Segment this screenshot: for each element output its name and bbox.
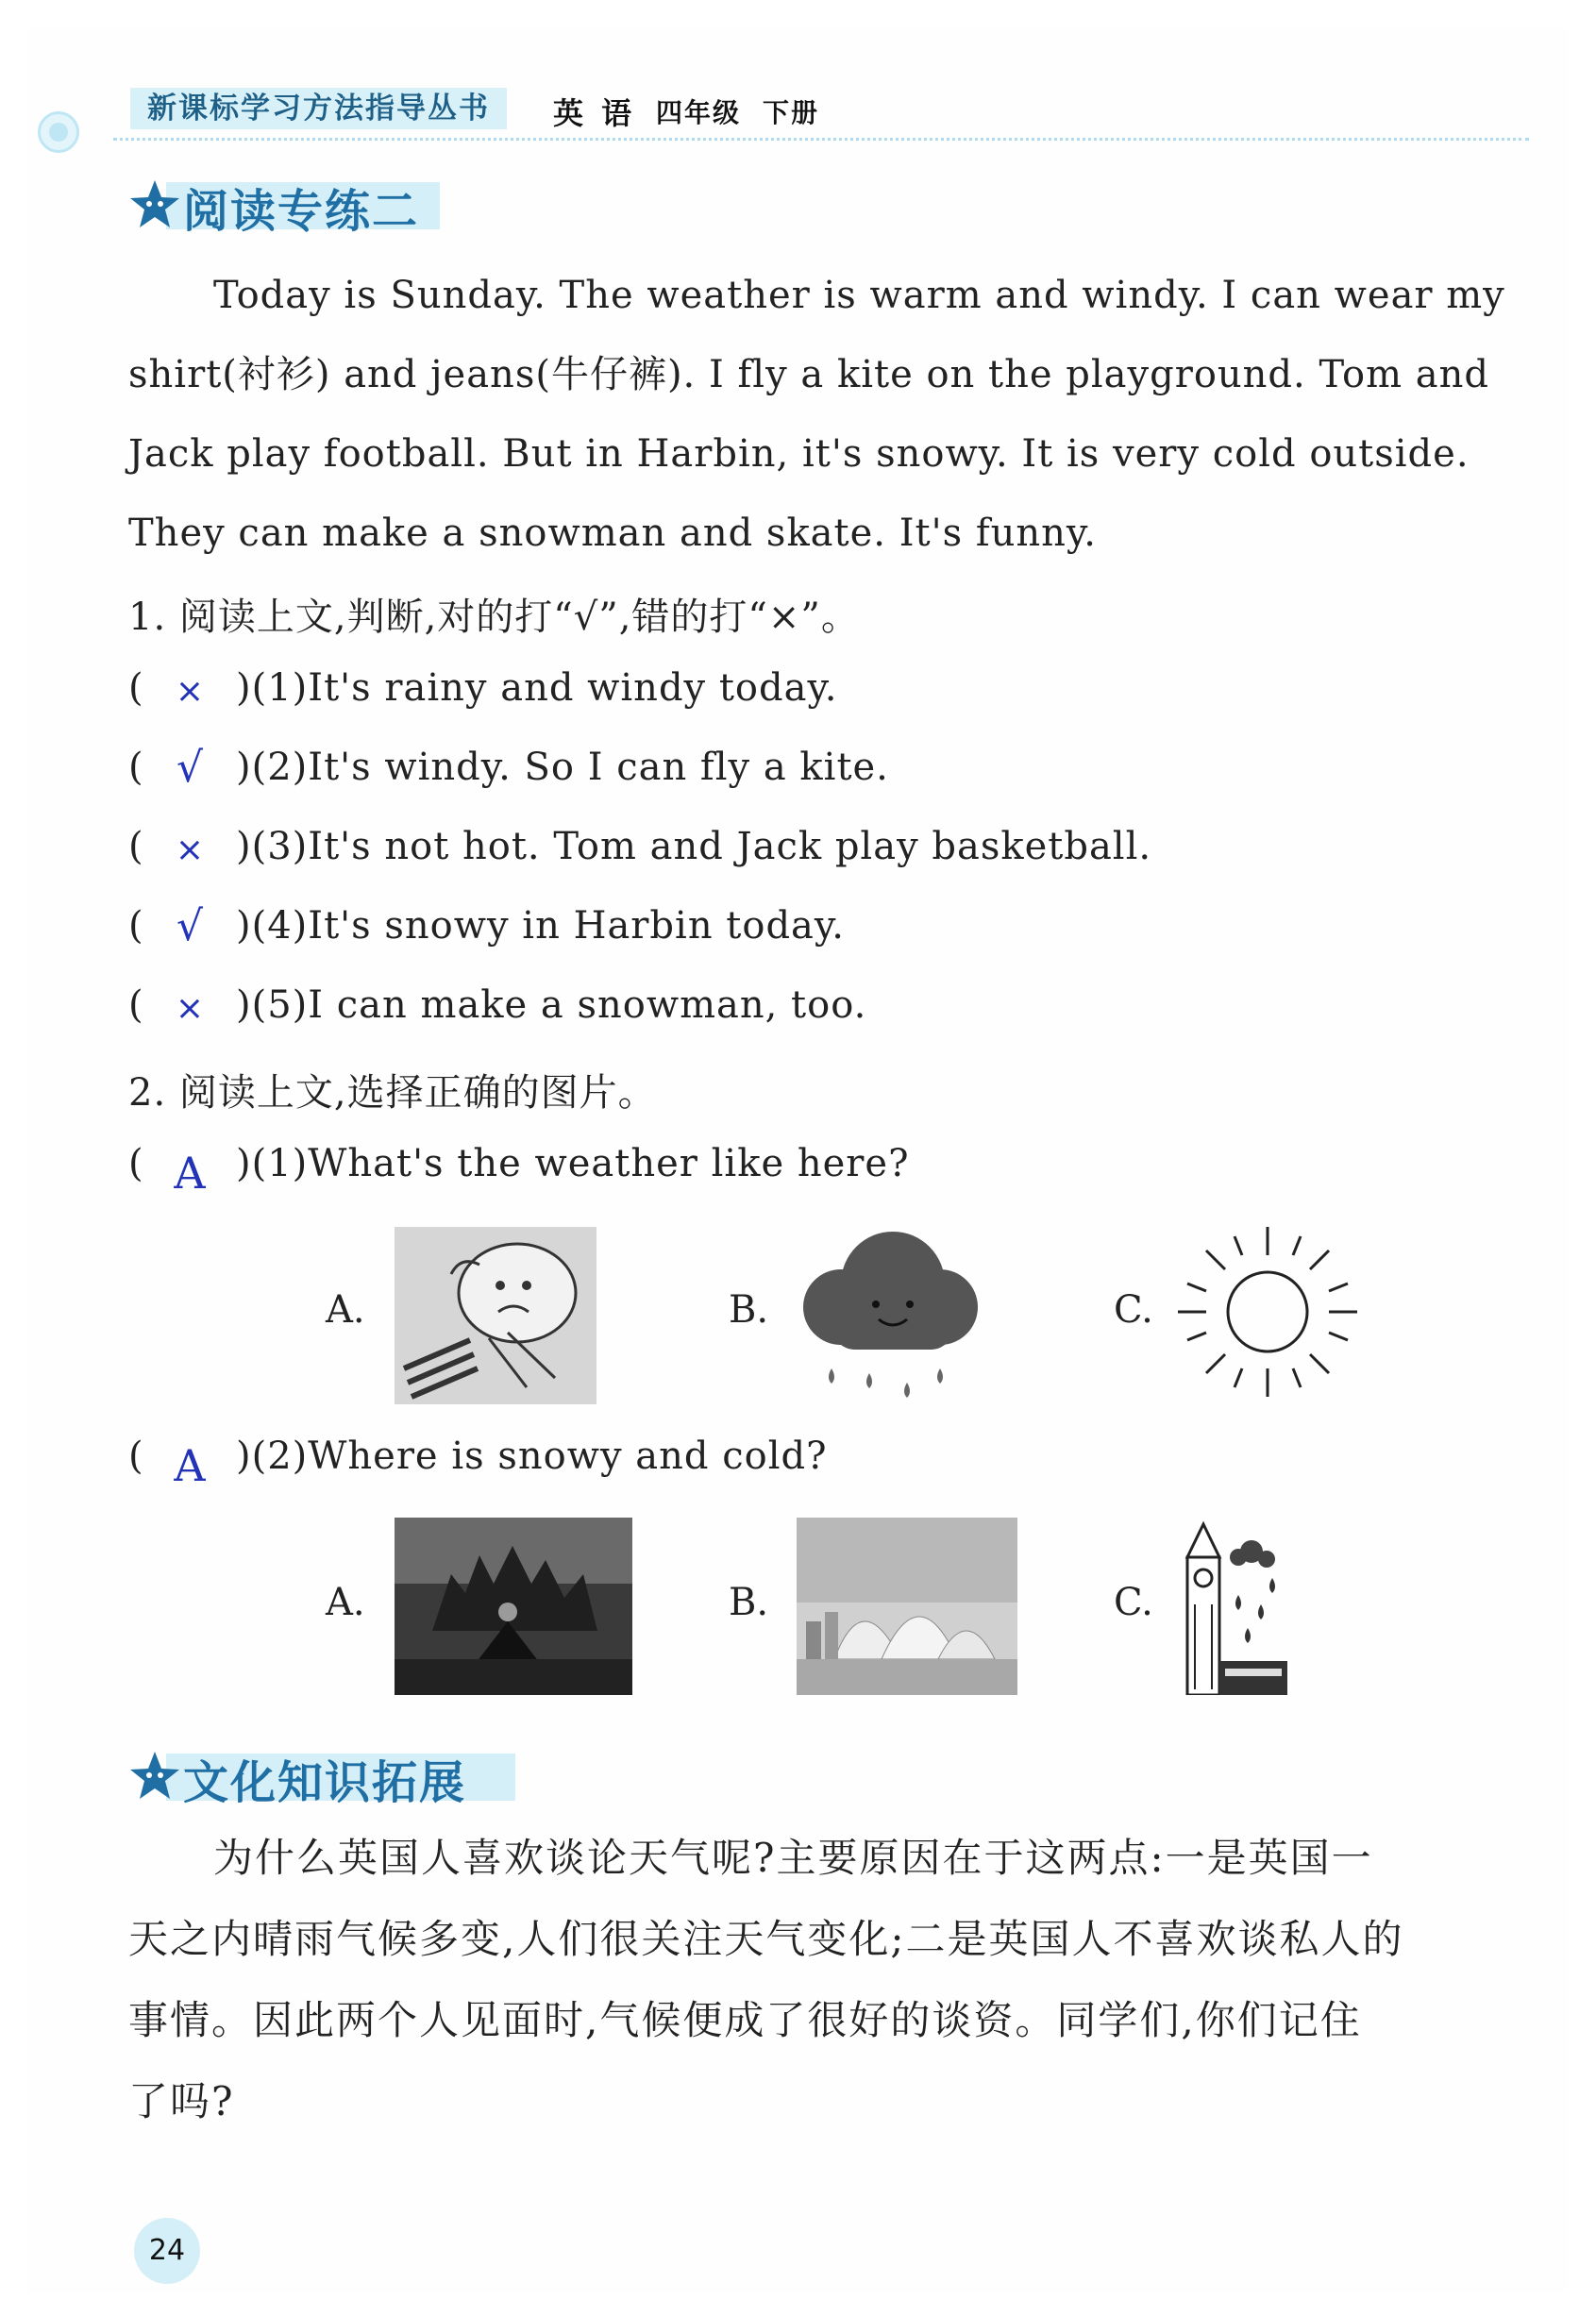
question-text: )(2)Where is snowy and cold? bbox=[236, 1435, 828, 1478]
judge-statement: )(1)It's rainy and windy today. bbox=[236, 666, 838, 710]
wind-cartoon-image bbox=[395, 1227, 596, 1404]
judge-statement: )(2)It's windy. So I can fly a kite. bbox=[236, 746, 889, 789]
header-circle-icon bbox=[38, 111, 79, 153]
opera-house-image bbox=[797, 1518, 1017, 1695]
page: 新课标学习方法指导丛书 英 语 四年级 下册 阅读专练二 Today is Sunday. The weather is warm and windy. I can wear my shirt(衬衫) and jeans(牛仔裤). I fly a kite on the playground. Tom and Jack play football. But in Harbin, it's snowy. It is very cold outside. They can make a snowman and skate. It's funny. 1. 阅读上文,判断,对的打“√”,错的打“×”。 ( × )(1)It's rainy and windy today. ( √ )(2)It's windy. So I can fly a kite. ( × )(3)It's not hot. Tom and Jack play basketball. ( √ )(4)It's snowy in Harbin today. ( × )(5)I can make a snowman, too. 2. 阅读上文,选择正确的图片。 ( A )(1)What's the weather like here? A. B. C. ( A )(2)Where is snowy and cold? A. B. C. 文化知识拓展 为什么英国人喜欢谈论天气呢?主要原因在于这两点:一是英国一 天之内晴雨气候多变,人们很关注天气变化;二是英国人不喜欢谈私人的 事情。因此两个人见面时,气候便成了很好的谈资。同学们,你们记住 了吗? 24 bbox=[0, 0, 1596, 2316]
passage-line-2: shirt(衬衫) and jeans(牛仔裤). I fly a kite on the playground. Tom and bbox=[128, 353, 1489, 396]
header-dotted-rule bbox=[113, 138, 1529, 141]
rain-cloud-image bbox=[789, 1217, 987, 1406]
section-heading-reading bbox=[128, 175, 440, 238]
header-grade: 四年级 bbox=[656, 97, 742, 128]
header-subject: 英 语 bbox=[553, 95, 636, 131]
task2-instruction: 2. 阅读上文,选择正确的图片。 bbox=[128, 1071, 657, 1115]
task1-instruction: 1. 阅读上文,判断,对的打“√”,错的打“×”。 bbox=[128, 596, 860, 639]
answer-mark: × bbox=[175, 672, 205, 711]
judge-statement: )(5)I can make a snowman, too. bbox=[236, 983, 867, 1027]
answer-mark: √ bbox=[176, 744, 204, 792]
star-icon bbox=[128, 1750, 181, 1801]
snowy-city-image bbox=[395, 1518, 632, 1695]
question-text: )(1)What's the weather like here? bbox=[236, 1142, 910, 1185]
section-title: 阅读专练二 bbox=[183, 185, 420, 238]
answer-mark: √ bbox=[176, 902, 204, 950]
option-label-b: B. bbox=[729, 1581, 769, 1624]
option-label-c: C. bbox=[1114, 1288, 1153, 1332]
answer-mark: × bbox=[175, 989, 205, 1028]
sun-image bbox=[1168, 1217, 1367, 1406]
option-label-a: A. bbox=[326, 1288, 365, 1332]
star-icon bbox=[128, 178, 181, 229]
passage-line-1: Today is Sunday. The weather is warm and windy. I can wear my bbox=[213, 274, 1505, 317]
answer-letter: A bbox=[174, 1440, 206, 1491]
culture-line-1: 为什么英国人喜欢谈论天气呢?主要原因在于这两点:一是英国一 bbox=[213, 1835, 1373, 1881]
option-label-a: A. bbox=[326, 1581, 365, 1624]
section-title: 文化知识拓展 bbox=[183, 1756, 467, 1809]
culture-line-4: 了吗? bbox=[128, 2078, 235, 2124]
passage-line-4: They can make a snowman and skate. It's funny. bbox=[128, 512, 1097, 555]
page-number: 24 bbox=[134, 2218, 200, 2284]
culture-line-2: 天之内晴雨气候多变,人们很关注天气变化;二是英国人不喜欢谈私人的 bbox=[128, 1916, 1404, 1962]
header-volume: 下册 bbox=[763, 97, 820, 128]
culture-line-3: 事情。因此两个人见面时,气候便成了很好的谈资。同学们,你们记住 bbox=[128, 1997, 1362, 2043]
answer-letter: A bbox=[174, 1148, 206, 1199]
section-heading-culture bbox=[128, 1746, 506, 1809]
option-label-c: C. bbox=[1114, 1581, 1153, 1624]
header-series-title: 新课标学习方法指导丛书 bbox=[130, 88, 507, 129]
passage-line-3: Jack play football. But in Harbin, it's snowy. It is very cold outside. bbox=[128, 432, 1470, 476]
option-label-b: B. bbox=[729, 1288, 769, 1332]
big-ben-rain-image bbox=[1178, 1519, 1287, 1695]
answer-mark: × bbox=[175, 831, 205, 869]
judge-statement: )(3)It's not hot. Tom and Jack play basketball. bbox=[236, 825, 1152, 868]
judge-statement: )(4)It's snowy in Harbin today. bbox=[236, 904, 845, 948]
